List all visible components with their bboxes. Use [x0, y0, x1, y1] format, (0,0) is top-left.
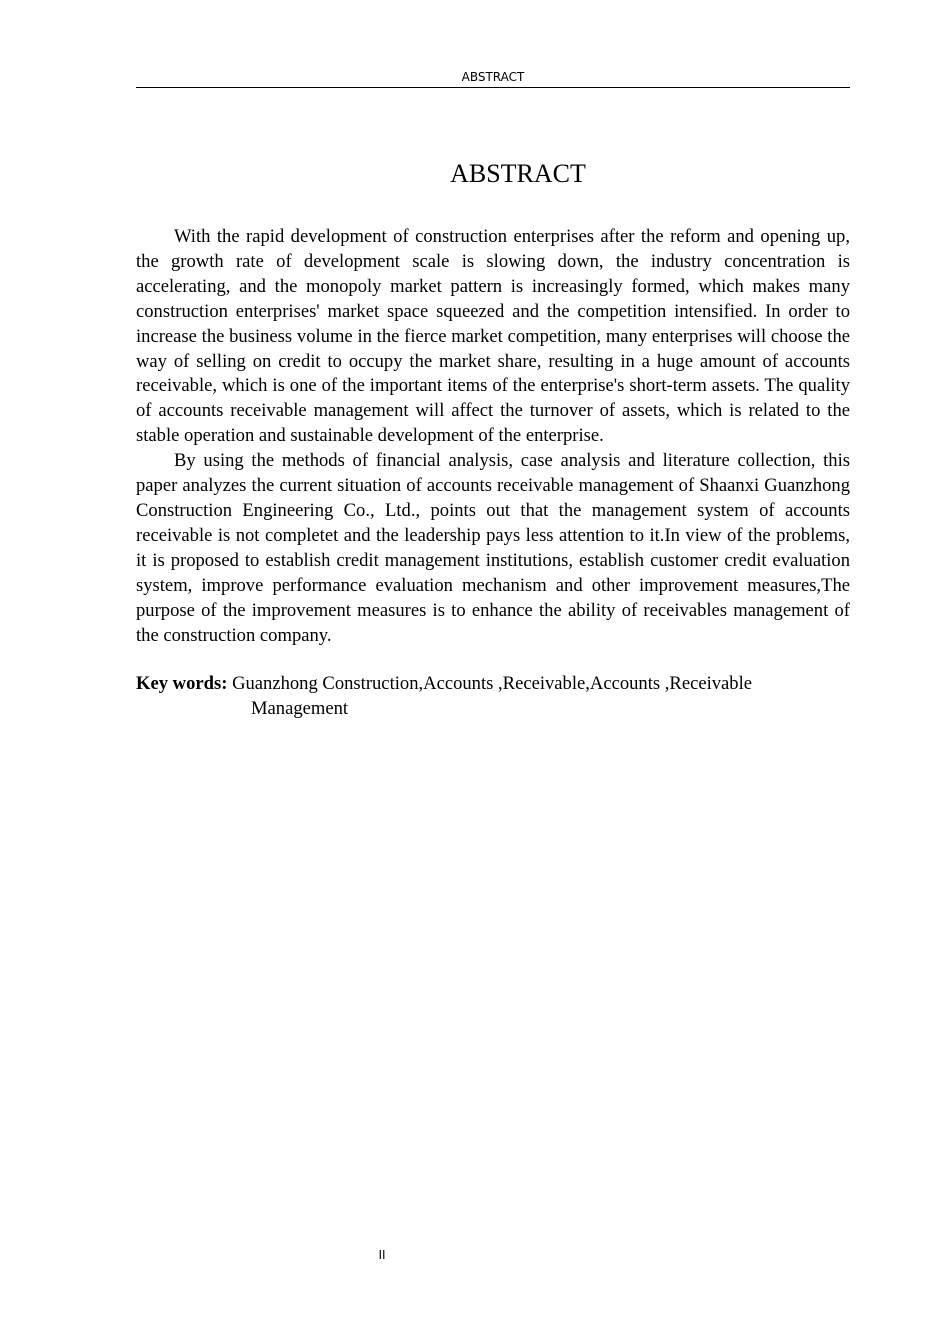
keywords-block — [136, 672, 850, 722]
page-title: ABSTRACT — [450, 159, 586, 188]
abstract-body — [136, 225, 850, 648]
page-number: II — [378, 1248, 386, 1262]
running-header: ABSTRACT — [136, 68, 850, 88]
abstract-paragraph-2: By using the methods of financial analysis, case analysis and literature collection, this paper analyzes the current situation of accounts receivable management of Shaanxi Guanzhong Construction Engineering Co., Ltd., points out that the management system of accounts receivable is not completet and the leadership pays less attention to it.In view of the problems, it is proposed to establish credit management institutions, establish customer credit evaluation system, improve performance evaluation mechanism and other improvement measures,The purpose of the improvement measures is to enhance the ability of receivables management of the construction company. — [136, 450, 850, 646]
keywords-label: Key words: — [136, 673, 233, 694]
keywords-text: Guanzhong Construction,Accounts ,Receivable,Accounts ,Receivable Management — [232, 673, 753, 719]
abstract-paragraph-1: With the rapid development of construction enterprises after the reform and opening up, the growth rate of development scale is slowing down, the industry concentration is accelerating, and the monopoly market pattern is increasingly formed, which makes many construction enterprises' market space squeezed and the competition intensified. In order to increase the business volume in the fierce market competition, many enterprises will choose the way of selling on credit to occupy the market share, resulting in a huge amount of accounts receivable, which is one of the important items of the enterprise's short-term assets. The quality of accounts receivable management will affect the turnover of assets, which is related to the stable operation and sustainable development of the enterprise. — [136, 226, 850, 447]
